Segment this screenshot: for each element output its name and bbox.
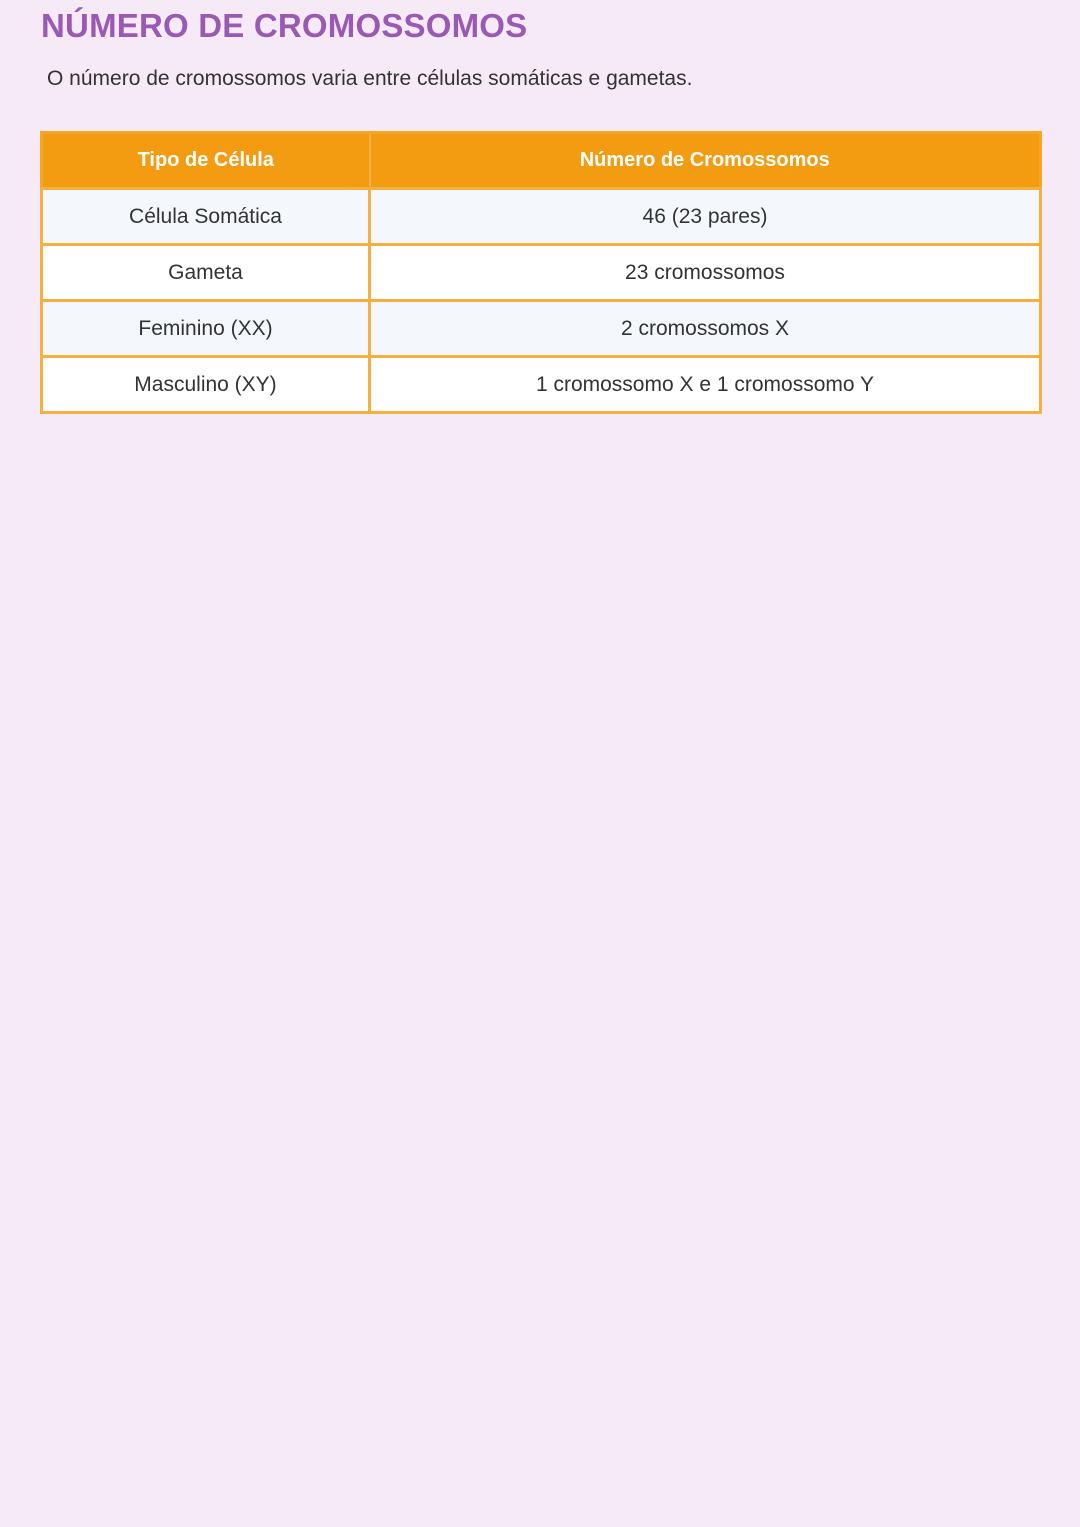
- cell-count: 46 (23 pares): [370, 189, 1041, 245]
- cell-type: Feminino (XX): [42, 301, 370, 357]
- table-row: [42, 189, 1041, 245]
- intro-paragraph: O número de cromossomos varia entre células somáticas e gametas.: [47, 67, 693, 90]
- table-row: [42, 301, 1041, 357]
- cell-type: Masculino (XY): [42, 357, 370, 413]
- chromosome-table: [40, 131, 1042, 414]
- header-cell-type: Tipo de Célula: [42, 133, 370, 189]
- chromosome-table-container: [40, 131, 1039, 414]
- table-row: [42, 357, 1041, 413]
- cell-count: 2 cromossomos X: [370, 301, 1041, 357]
- cell-type: Gameta: [42, 245, 370, 301]
- page-title: NÚMERO DE CROMOSSOMOS: [41, 7, 528, 44]
- table-row: [42, 245, 1041, 301]
- table-header-row: [42, 133, 1041, 189]
- header-cell-count: Número de Cromossomos: [370, 133, 1041, 189]
- cell-type: Célula Somática: [42, 189, 370, 245]
- cell-count: 23 cromossomos: [370, 245, 1041, 301]
- cell-count: 1 cromossomo X e 1 cromossomo Y: [370, 357, 1041, 413]
